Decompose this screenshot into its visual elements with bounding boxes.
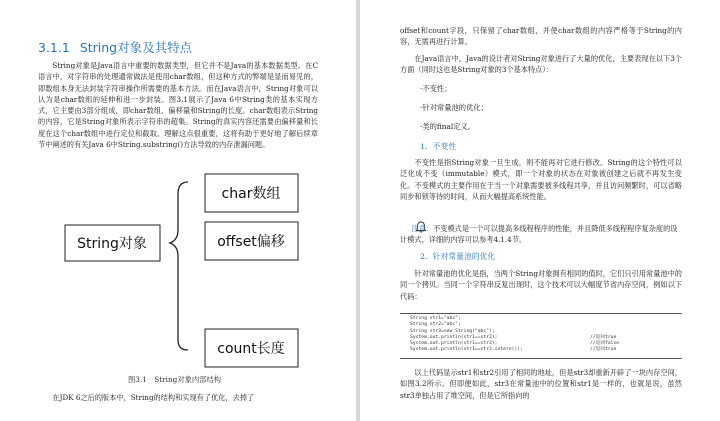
code-line: System.out.println(str1==str2); //返回true [410,334,617,340]
section-number: 3.1.1 [38,40,70,55]
code-line: String str3=new String("abc"); [410,328,495,334]
code-line: String str2="abc"; [410,322,461,328]
bottom-paragraph-left: 在JDK 6之后的版本中，String的结构和实现有了优化，去掉了 [52,393,255,402]
note-label: 注意： [411,224,434,233]
intro-paragraph: String对象是Java语言中重要的数据类型，但它并不是Java的基本数据类型。在C语言中，对字符串的处理通常做法是使用char数组，但这种方式的弊端是显而易见的，即数组本身无法封装字符串操作所需要的基本方法。而在Java语言中，String对象可以认为是char数组的延伸和进一步封装。图3.1展示了Java 6中String类的基本实现方式，它主要由3部分组成，即char数组、偏移量和String的长度。char数组表示String的内容，它是String对象所表示字符串的超集。String的真实内容还需要由偏移量和长度在这个char数组中进行定位和截取。理解这点很重要，这将有助于更好地了解后续章节中阐述的有关Java 6中String.substring()方法导致的内存泄漏问题。 [38,61,318,150]
child-label-count: count长度 [217,341,285,357]
bottom-paragraph-right: 以上代码显示str1和str2引用了相同的地址，但是str3却重新开辟了一块内存空间，如图3.2所示。但即便如此，str3在常量池中的位置和str1是一样的，也就是说，虽然str3单独占用了堆空间，但是它所指向的 [400,368,682,400]
immutability-paragraph: 不变性是指String对象一旦生成，则不能再对它进行修改。String的这个特性可以泛化成不变（immutable）模式，即一个对象的状态在对象被创建之后就不再发生变化。不变模式的主要作用在于当一个对象需要被多线程共享，并且访问频繁时，可以省略同步和锁等待的时间，从而大幅提高系统性能。 [400,158,682,201]
code-block [400,313,682,359]
subheading-constant-pool: 2．针对常量池的优化 [420,252,496,261]
figure-caption: 图3.1 String对象内部结构 [128,375,222,384]
child-label-char-array: char数组 [221,186,281,202]
root-label: String对象 [77,236,147,252]
note-text: 不变模式是一个可以提高多线程程序的性能，并且降低多线程程序复杂度的设计模式，详细的内容可以参考4.1.4节。 [400,224,678,245]
optimization-paragraph: 在Java语言中，Java的设计者对String对象进行了大量的优化，主要表现在以下3个方面（同时这也是String对象的3个基本特点）： [400,54,682,75]
code-line: System.out.println(str1==str3); //返回false [410,341,620,347]
feature-item-constant-pool: ·针对常量池的优化； [420,103,488,112]
subheading-immutability: 1．不变性 [420,142,457,151]
right-page [360,0,720,421]
top-paragraph-right: offset和count字段，只保留了char数组，并使char数组的内容严格等于String的内容，无需再进行计算。 [400,26,682,47]
section-title: String对象及其特点 [79,40,193,55]
code-line: System.out.println(str1==str3.intern()); //返回true [410,347,617,353]
string-structure-diagram [0,0,356,421]
diagram-brace [170,182,188,350]
constant-pool-paragraph: 针对常量池的优化是指，当两个String对象拥有相同的值时，它们只引用常量池中的同一个拷贝。当同一个字符串反复出现时，这个技术可以大幅度节省内存空间，例如以下代码： [400,269,682,301]
child-label-offset: offset偏移 [217,234,285,250]
code-line: String str1="abc"; [410,316,461,321]
left-page [0,0,356,421]
feature-item-final: ·类的final定义。 [420,122,476,131]
feature-item-immutability: ·不变性； [420,84,452,93]
note-paragraph [400,223,682,246]
